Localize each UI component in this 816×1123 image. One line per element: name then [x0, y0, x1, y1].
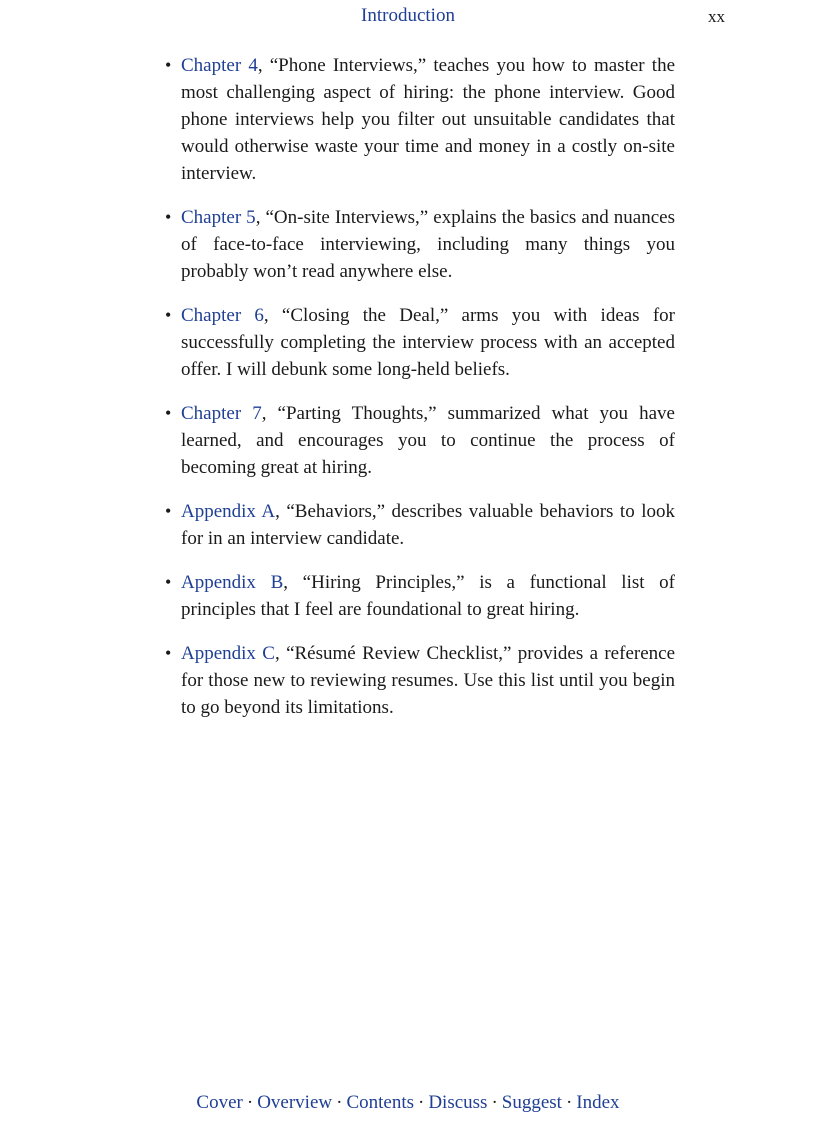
footer-link-overview[interactable]: Overview	[257, 1092, 333, 1113]
footer-separator: ·	[246, 1092, 254, 1113]
item-description: , “Hiring Principles,” is a functional list of principles that I feel are foundational to great hiring.	[181, 572, 676, 620]
item-description: , “Parting Thoughts,” summarized what you have learned, and encourages you to continue the process of becoming great at hiring.	[181, 403, 675, 478]
chapter-6-link[interactable]: Chapter 6	[181, 305, 264, 326]
footer-separator: ·	[565, 1092, 573, 1113]
item-description: , “Résumé Review Checklist,” provides a reference for those new to reviewing resumes. Use this list until you begin to go beyond its limitations.	[181, 643, 675, 718]
list-item	[165, 52, 675, 187]
item-description: , “Phone Interviews,” teaches you how to master the most challenging aspect of hiring: the phone interview. Good phone interviews help you filter out unsuitable candidates that would otherwise waste your time and money in a costly on-site interview.	[181, 55, 675, 184]
list-item	[165, 204, 675, 285]
chapter-summary-list	[165, 52, 675, 738]
appendix-c-link[interactable]: Appendix C	[181, 643, 275, 664]
list-item	[165, 640, 675, 721]
footer-separator: ·	[418, 1092, 425, 1113]
list-item	[165, 400, 675, 481]
chapter-5-link[interactable]: Chapter 5	[181, 207, 256, 228]
footer-link-discuss[interactable]: Discuss	[428, 1092, 488, 1113]
footer-separator: ·	[336, 1092, 343, 1113]
footer-navigation	[0, 1090, 816, 1116]
item-description: , “Behaviors,” describes valuable behaviors to look for in an interview candidate.	[181, 501, 675, 549]
list-item	[165, 498, 675, 552]
list-item	[165, 302, 675, 383]
bullet-icon: •	[165, 572, 172, 592]
bullet-icon: •	[165, 403, 172, 423]
bullet-icon: •	[165, 55, 172, 75]
item-description: , “On-site Interviews,” explains the basics and nuances of face-to-face interviewing, including many things you probably won’t read anywhere else.	[181, 207, 675, 282]
chapter-4-link[interactable]: Chapter 4	[181, 55, 258, 76]
page-number: xx	[708, 7, 725, 26]
footer-separator: ·	[491, 1092, 498, 1113]
chapter-7-link[interactable]: Chapter 7	[181, 403, 262, 424]
list-item	[165, 569, 675, 623]
footer-link-index[interactable]: Index	[576, 1092, 620, 1113]
appendix-b-link[interactable]: Appendix B	[181, 572, 284, 593]
bullet-icon: •	[165, 207, 172, 227]
bullet-icon: •	[165, 501, 172, 521]
item-description: , “Closing the Deal,” arms you with ideas for successfully completing the interview process with an accepted offer. I will debunk some long-held beliefs.	[181, 305, 675, 380]
bullet-icon: •	[165, 643, 172, 663]
footer-link-suggest[interactable]: Suggest	[501, 1092, 562, 1113]
footer-link-contents[interactable]: Contents	[346, 1092, 414, 1113]
appendix-a-link[interactable]: Appendix A	[181, 501, 276, 522]
bullet-icon: •	[165, 305, 172, 325]
running-header-title: Introduction	[361, 5, 455, 26]
footer-link-cover[interactable]: Cover	[196, 1092, 243, 1113]
